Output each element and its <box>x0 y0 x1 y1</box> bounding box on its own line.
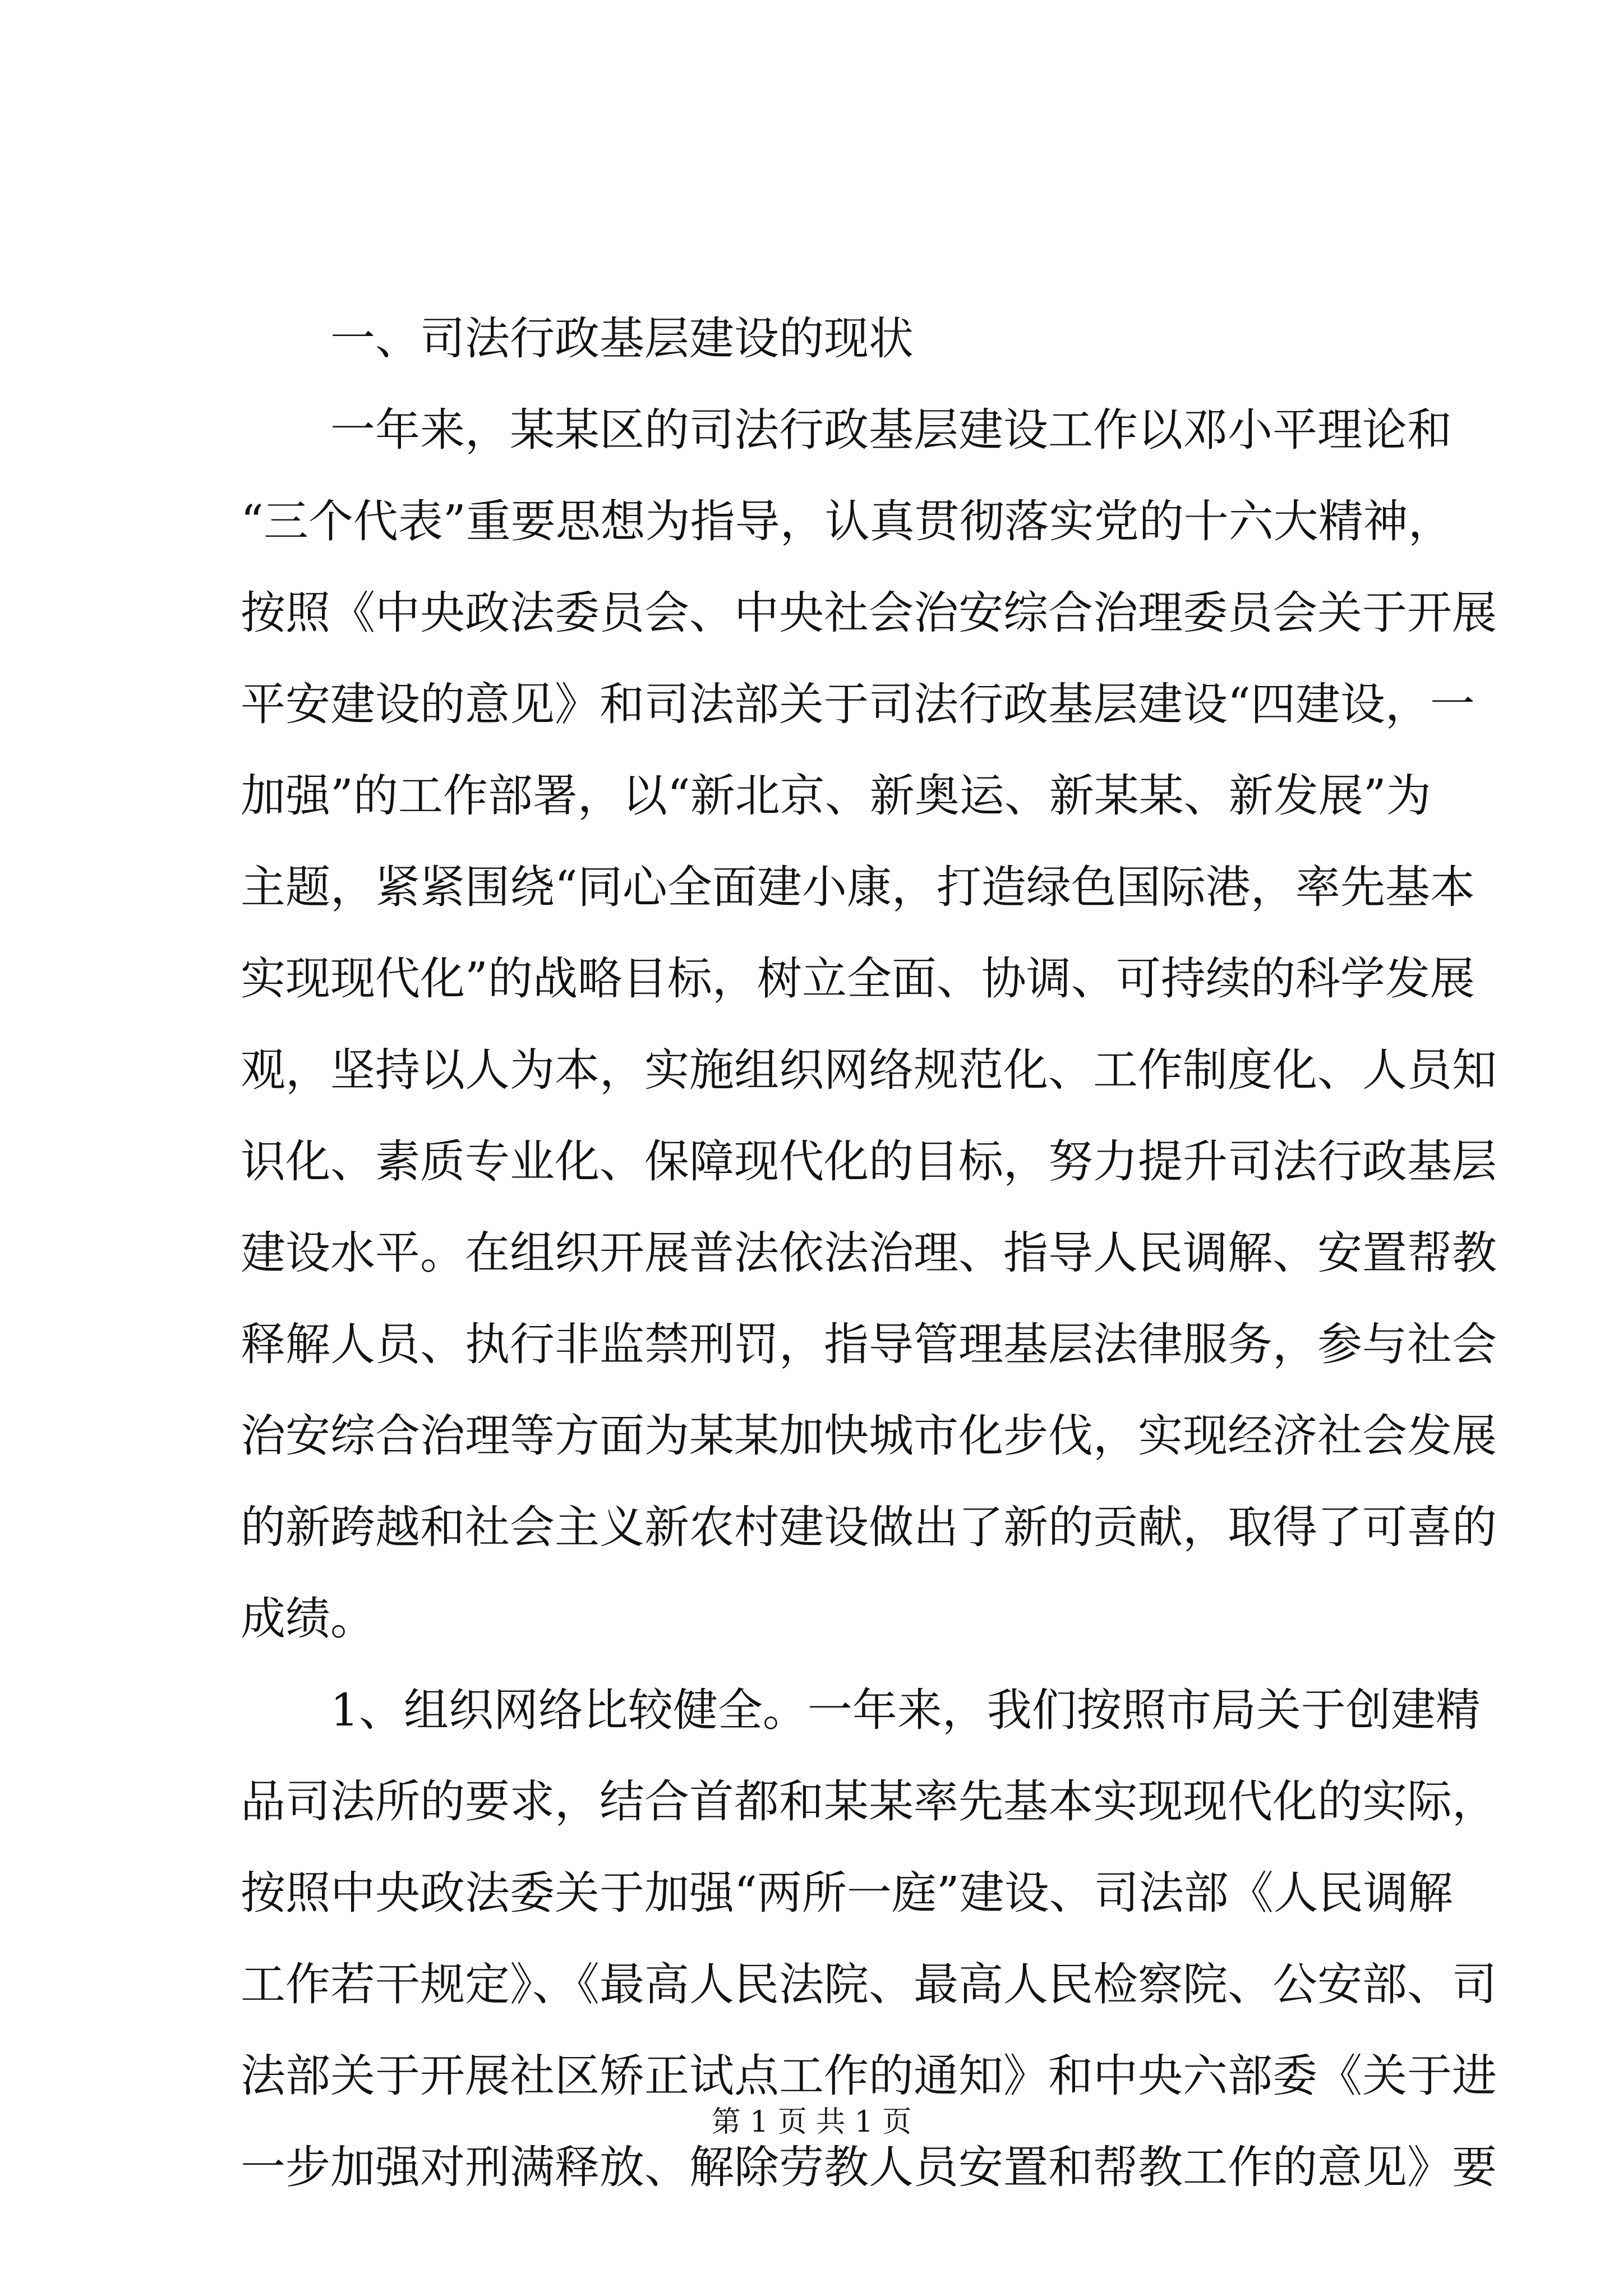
text-line: 工作若干规定》、《最高人民法院、最高人民检察院、公安部、司 <box>241 1958 1497 2010</box>
text-line: “三个代表”重要思想为指导，认真贯彻落实党的十六大精神， <box>241 495 1453 547</box>
text-line: 按照中央政法委关于加强“两所一庭”建设、司法部《人民调解 <box>241 1867 1453 1919</box>
text-line: 法部关于开展社区矫正试点工作的通知》和中央六部委《关于进 <box>241 2050 1497 2102</box>
text-line: 主题，紧紧围绕“同心全面建小康，打造绿色国际港，率先基本 <box>241 861 1475 913</box>
text-line: 一年来，某某区的司法行政基层建设工作以邓小平理论和 <box>330 404 1452 456</box>
text-line: 平安建设的意见》和司法部关于司法行政基层建设“四建设，一 <box>241 678 1475 730</box>
text-line: 加强”的工作部署，以“新北京、新奥运、新某某、新发展”为 <box>241 770 1431 822</box>
page-footer: 第 1 页 共 1 页 <box>711 2105 912 2139</box>
text-line: 一、司法行政基层建设的现状 <box>330 312 914 365</box>
text-line: 的新跨越和社会主义新农村建设做出了新的贡献，取得了可喜的 <box>241 1501 1497 1553</box>
text-line: 品司法所的要求，结合首都和某某率先基本实现现代化的实际， <box>241 1775 1497 1828</box>
text-line: 建设水平。在组织开展普法依法治理、指导人民调解、安置帮教 <box>241 1227 1497 1279</box>
text-line: 按照《中央政法委员会、中央社会治安综合治理委员会关于开展 <box>241 587 1497 639</box>
text-line: 一步加强对刑满释放、解除劳教人员安置和帮教工作的意见》要 <box>241 2141 1497 2193</box>
text-line: 成绩。 <box>241 1593 375 1645</box>
text-line: 识化、素质专业化、保障现代化的目标，努力提升司法行政基层 <box>241 1135 1497 1188</box>
text-line: 1、组织网络比较健全。一年来，我们按照市局关于创建精 <box>330 1684 1481 1736</box>
text-line: 实现现代化”的战略目标，树立全面、协调、可持续的科学发展 <box>241 953 1475 1005</box>
text-line: 释解人员、执行非监禁刑罚，指导管理基层法律服务，参与社会 <box>241 1318 1497 1370</box>
document-body <box>241 293 1497 2213</box>
text-line: 治安综合治理等方面为某某加快城市化步伐，实现经济社会发展 <box>241 1410 1497 1462</box>
text-line: 观，坚持以人为本，实施组织网络规范化、工作制度化、人员知 <box>241 1044 1497 1096</box>
